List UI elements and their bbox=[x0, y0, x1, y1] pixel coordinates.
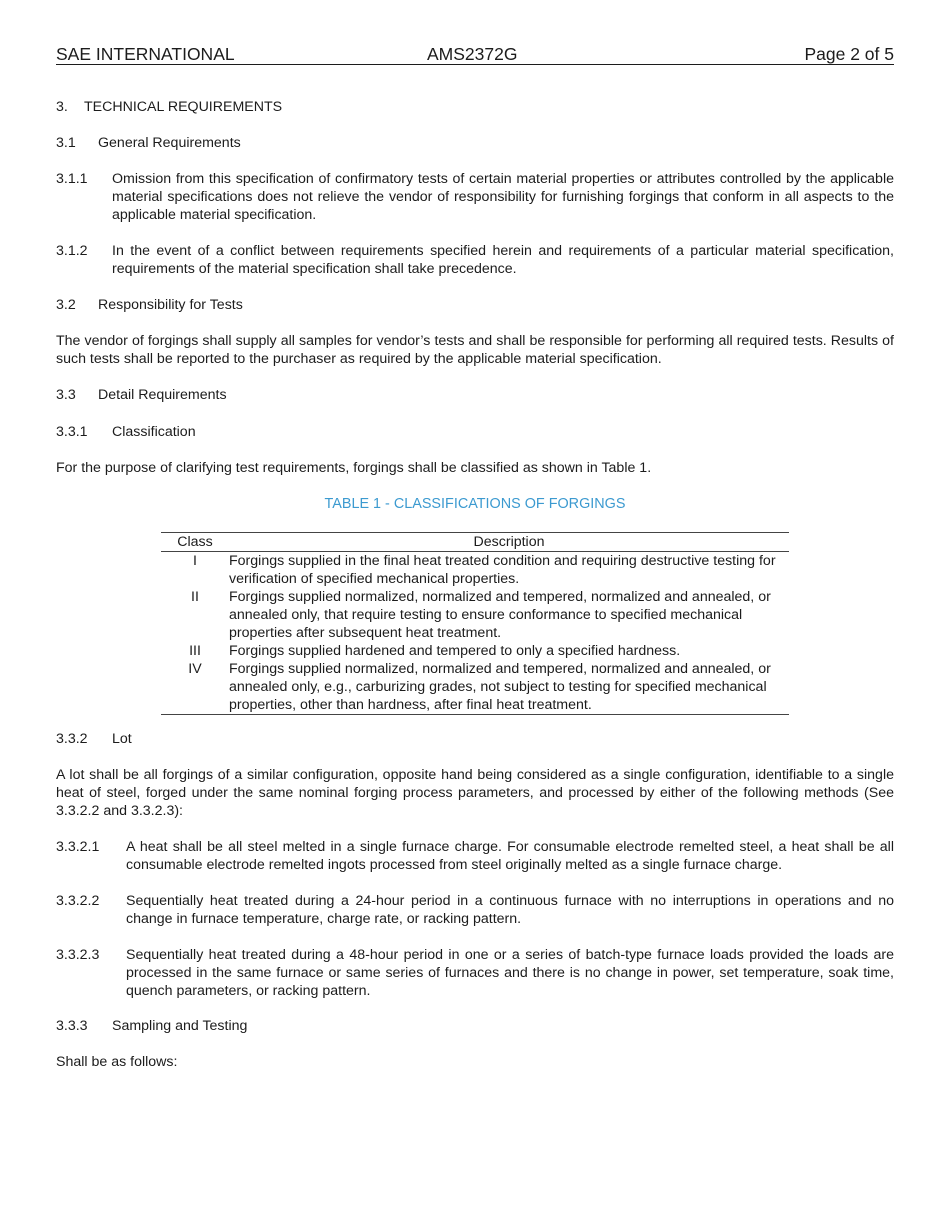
section-3-1-1: 3.1.1 Omission from this specification of confirmatory tests of certain material properties or attributes controlled by the applicable material specifications does not relieve the vendor of responsibility for furnishing forgings that conform in all aspects to the applicable material specification. bbox=[56, 171, 894, 223]
table-1-title: TABLE 1 - CLASSIFICATIONS OF FORGINGS bbox=[324, 496, 626, 512]
class-cell: I bbox=[193, 553, 197, 569]
table-row bbox=[161, 552, 789, 589]
description-cell: Forgings supplied normalized, normalized and tempered, normalized and annealed, or annealed only, e.g., carburizing grades, not subject to testing for specified mechanical properties, other than hardness, after final heat treatment. bbox=[229, 660, 789, 715]
paragraph-3-3-1: For the purpose of clarifying test requirements, forgings shall be classified as shown in Table 1. bbox=[56, 460, 652, 476]
table-row bbox=[161, 642, 789, 660]
description-cell: Forgings supplied hardened and tempered to only a specified hardness. bbox=[229, 643, 681, 659]
header-document-number: AMS2372G bbox=[427, 44, 518, 64]
section-3-3-2-1-text: A heat shall be all steel melted in a single furnace charge. For consumable electrode remelted steel, a heat shall be all consumable electrode remelted ingots processed from steel originally melted as a single furnace charge. bbox=[126, 839, 894, 873]
page-header bbox=[56, 44, 894, 65]
section-3-3-2-3-text: Sequentially heat treated during a 48-hour period in one or a series of batch-type furnace loads provided the loads are processed in the same furnace or same series of furnaces and there is no change in power, set temperature, soak time, quench parameters, or racking pattern. bbox=[126, 947, 894, 999]
paragraph-3-3-3: Shall be as follows: bbox=[56, 1054, 178, 1070]
class-cell: IV bbox=[161, 660, 229, 715]
table-header-row bbox=[161, 533, 789, 552]
section-3-1-2: 3.1.2 In the event of a conflict between requirements specified herein and requirements of a particular material specification, requirements of the material specification shall take precedence. bbox=[56, 243, 894, 277]
section-3-3-2-2: 3.3.2.2 Sequentially heat treated during a 24-hour period in a continuous furnace with no interruptions in operations and no change in furnace temperature, charge rate, or racking pattern. bbox=[56, 893, 894, 927]
description-cell: Forgings supplied normalized, normalized and tempered, normalized and annealed, or annealed only, that require testing to ensure conformance to specified mechanical properties after subsequent heat treatment. bbox=[229, 589, 771, 641]
section-3-3-2-3: 3.3.2.3 Sequentially heat treated during a 48-hour period in one or a series of batch-type furnace loads provided the loads are processed in the same furnace or same series of furnaces and there is no change in power, set temperature, soak time, quench parameters, or racking pattern. bbox=[56, 947, 894, 999]
header-page-number: Page 2 of 5 bbox=[804, 44, 894, 64]
section-3-3-2-2-text: Sequentially heat treated during a 24-hour period in a continuous furnace with no interruptions in operations and no change in furnace temperature, charge rate, or racking pattern. bbox=[126, 893, 894, 927]
section-3-1-2-text: In the event of a conflict between requirements specified herein and requirements of a particular material specification, requirements of the material specification shall take precedence. bbox=[112, 243, 894, 277]
header-organization: SAE INTERNATIONAL bbox=[56, 44, 235, 64]
table-row bbox=[161, 660, 789, 715]
column-header-description: Description bbox=[229, 533, 789, 552]
classification-table bbox=[161, 532, 789, 715]
class-cell: II bbox=[191, 589, 199, 605]
paragraph-3-2: The vendor of forgings shall supply all samples for vendor’s tests and shall be responsible for performing all required tests. Results of such tests shall be reported to the purchaser as required by the applicable material specification. bbox=[56, 333, 894, 367]
paragraph-3-3-2: A lot shall be all forgings of a similar configuration, opposite hand being considered as a single configuration, identifiable to a single heat of steel, forged under the same nominal forging process parameters, and processed by either of the following methods (See 3.3.2.2 and 3.3.2.3): bbox=[56, 767, 894, 819]
class-cell: III bbox=[189, 643, 201, 659]
table-row bbox=[161, 588, 789, 642]
section-3-1-1-text: Omission from this specification of confirmatory tests of certain material properties or attributes controlled by the applicable material specifications does not relieve the vendor of responsibility for furnishing forgings that conform in all aspects to the applicable material specification. bbox=[112, 171, 894, 223]
column-header-class: Class bbox=[161, 533, 229, 552]
description-cell: Forgings supplied in the final heat treated condition and requiring destructive testing for verification of specified mechanical properties. bbox=[229, 553, 776, 587]
section-3-3-2-1: 3.3.2.1 A heat shall be all steel melted in a single furnace charge. For consumable electrode remelted steel, a heat shall be all consumable electrode remelted ingots processed from steel originally melted as a single furnace charge. bbox=[56, 839, 894, 873]
